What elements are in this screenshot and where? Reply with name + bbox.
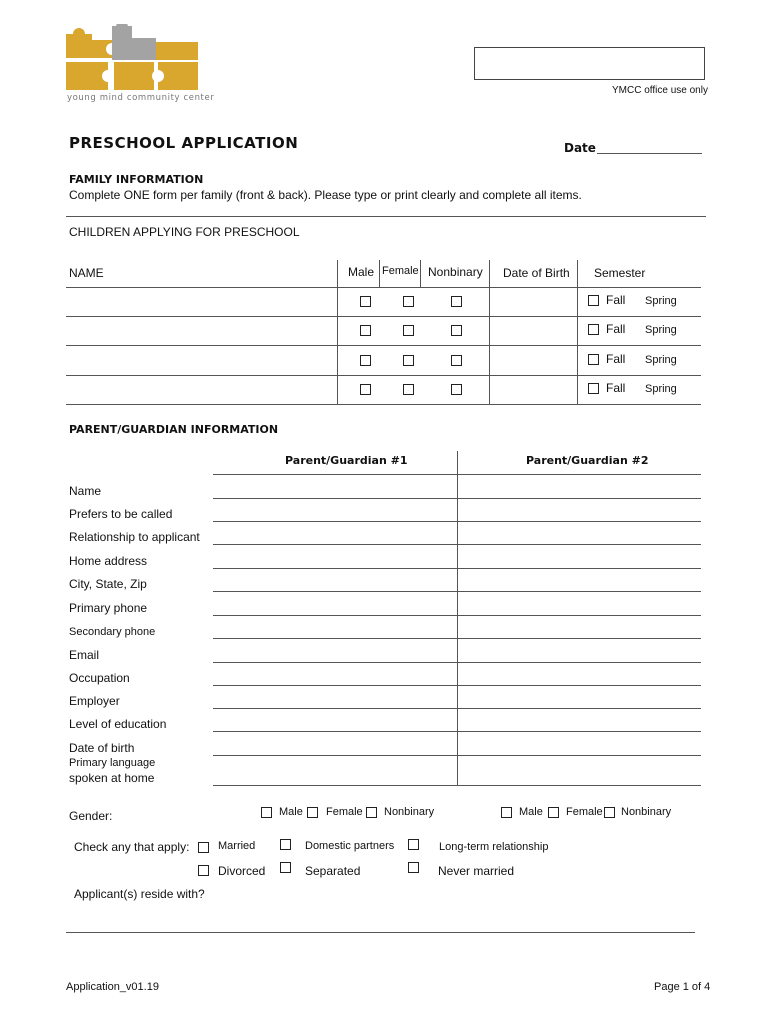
- field-label: Name: [69, 484, 102, 498]
- never-married-label: Never married: [438, 864, 515, 878]
- parent1-field[interactable]: [213, 708, 457, 709]
- page-title: PRESCHOOL APPLICATION: [69, 134, 299, 152]
- parent2-field[interactable]: [457, 731, 701, 732]
- gender-nonbinary-checkbox-p2[interactable]: [604, 807, 615, 818]
- office-use-label: YMCC office use only: [612, 85, 708, 96]
- domestic-partners-label: Domestic partners: [305, 840, 395, 852]
- parent1-field[interactable]: [213, 498, 457, 499]
- gender-female-checkbox-p2[interactable]: [548, 807, 559, 818]
- field-label: Date of birth: [69, 741, 135, 755]
- child-spring-label: Spring: [645, 324, 677, 336]
- parent2-field[interactable]: [457, 685, 701, 686]
- child-female-checkbox[interactable]: [403, 296, 414, 307]
- parent2-field[interactable]: [457, 755, 701, 756]
- divider: [66, 216, 706, 217]
- child-fall-checkbox[interactable]: [588, 295, 599, 306]
- col-dob: Date of Birth: [503, 266, 570, 280]
- field-label: Prefers to be called: [69, 507, 173, 521]
- married-checkbox[interactable]: [198, 842, 209, 853]
- child-name-field[interactable]: [66, 375, 336, 405]
- child-dob-field[interactable]: [490, 375, 576, 405]
- parent1-field[interactable]: [213, 685, 457, 686]
- child-male-checkbox[interactable]: [360, 384, 371, 395]
- child-fall-label: Fall: [606, 293, 626, 307]
- puzzle-logo-icon: [66, 24, 201, 94]
- field-label: Employer: [69, 694, 120, 708]
- language-field-p1[interactable]: [213, 785, 457, 786]
- child-dob-field[interactable]: [490, 287, 576, 317]
- child-nonbinary-checkbox[interactable]: [451, 355, 462, 366]
- row-line: [66, 404, 701, 405]
- parent2-field[interactable]: [457, 662, 701, 663]
- child-female-checkbox[interactable]: [403, 384, 414, 395]
- divorced-label: Divorced: [218, 864, 266, 878]
- separated-checkbox[interactable]: [280, 862, 291, 873]
- child-spring-label: Spring: [645, 295, 677, 307]
- child-nonbinary-checkbox[interactable]: [451, 325, 462, 336]
- parent1-field[interactable]: [213, 638, 457, 639]
- child-spring-label: Spring: [645, 383, 677, 395]
- col-semester: Semester: [594, 266, 646, 280]
- child-fall-checkbox[interactable]: [588, 383, 599, 394]
- col-female: Female: [382, 265, 419, 277]
- long-term-label: Long-term relationship: [439, 841, 549, 853]
- parent-heading: PARENT/GUARDIAN INFORMATION: [69, 423, 279, 436]
- family-instructions: Complete ONE form per family (front & back). Please type or print clearly and complete all items.: [69, 188, 582, 202]
- field-label-language-2: spoken at home: [69, 771, 155, 785]
- gender-female-label-p2: Female: [566, 806, 603, 818]
- parent1-field[interactable]: [213, 591, 457, 592]
- domestic-partners-checkbox[interactable]: [280, 839, 291, 850]
- field-label: Primary phone: [69, 601, 148, 615]
- field-label: Relationship to applicant: [69, 530, 200, 544]
- field-label: Email: [69, 648, 100, 662]
- family-heading: FAMILY INFORMATION: [69, 173, 204, 186]
- gender-nonbinary-label-p2: Nonbinary: [621, 806, 672, 818]
- reside-field[interactable]: [66, 932, 695, 933]
- field-label-language-1: Primary language: [69, 757, 156, 769]
- parent1-field[interactable]: [213, 615, 457, 616]
- table-vline: [420, 260, 421, 287]
- col-male: Male: [348, 265, 375, 279]
- logo-tagline: young mind community center: [67, 93, 215, 103]
- gender-male-checkbox-p1[interactable]: [261, 807, 272, 818]
- child-dob-field[interactable]: [490, 316, 576, 346]
- parent2-header: Parent/Guardian #2: [526, 454, 649, 467]
- language-field-p2[interactable]: [457, 785, 701, 786]
- divorced-checkbox[interactable]: [198, 865, 209, 876]
- child-nonbinary-checkbox[interactable]: [451, 384, 462, 395]
- gender-male-checkbox-p2[interactable]: [501, 807, 512, 818]
- child-male-checkbox[interactable]: [360, 296, 371, 307]
- separated-label: Separated: [305, 864, 361, 878]
- table-vline: [379, 260, 380, 287]
- parent1-field[interactable]: [213, 662, 457, 663]
- date-field[interactable]: [597, 153, 702, 154]
- version-label: Application_v01.19: [66, 981, 159, 993]
- gender-male-label-p2: Male: [519, 806, 543, 818]
- gender-female-checkbox-p1[interactable]: [307, 807, 318, 818]
- never-married-checkbox[interactable]: [408, 862, 419, 873]
- child-fall-label: Fall: [606, 381, 626, 395]
- child-fall-label: Fall: [606, 322, 626, 336]
- child-male-checkbox[interactable]: [360, 355, 371, 366]
- child-female-checkbox[interactable]: [403, 325, 414, 336]
- child-nonbinary-checkbox[interactable]: [451, 296, 462, 307]
- table-vline: [337, 260, 338, 405]
- table-vline: [577, 260, 578, 405]
- parent2-field[interactable]: [457, 638, 701, 639]
- child-name-field[interactable]: [66, 287, 336, 317]
- parent2-field[interactable]: [457, 591, 701, 592]
- column-divider: [457, 451, 458, 785]
- long-term-checkbox[interactable]: [408, 839, 419, 850]
- parent1-field[interactable]: [213, 731, 457, 732]
- page-number: Page 1 of 4: [654, 981, 711, 993]
- gender-nonbinary-checkbox-p1[interactable]: [366, 807, 377, 818]
- parent2-field[interactable]: [457, 568, 701, 569]
- parent2-field[interactable]: [457, 521, 701, 522]
- field-label: Occupation: [69, 671, 130, 685]
- parent2-field[interactable]: [457, 544, 701, 545]
- gender-label: Gender:: [69, 809, 113, 823]
- child-dob-field[interactable]: [490, 346, 576, 376]
- child-spring-label: Spring: [645, 354, 677, 366]
- child-name-field[interactable]: [66, 316, 336, 346]
- field-label: City, State, Zip: [69, 577, 147, 591]
- parent1-field[interactable]: [213, 568, 457, 569]
- office-use-box[interactable]: [474, 47, 705, 80]
- field-label: Home address: [69, 554, 148, 568]
- status-label: Check any that apply:: [74, 840, 190, 854]
- ymcc-logo: [66, 24, 201, 94]
- parent1-field[interactable]: [213, 521, 457, 522]
- parent2-field[interactable]: [457, 498, 701, 499]
- parent1-header: Parent/Guardian #1: [285, 454, 408, 467]
- married-label: Married: [218, 840, 256, 852]
- parent2-field[interactable]: [457, 708, 701, 709]
- gender-nonbinary-label-p1: Nonbinary: [384, 806, 435, 818]
- col-nonbinary: Nonbinary: [428, 265, 483, 279]
- child-female-checkbox[interactable]: [403, 355, 414, 366]
- child-male-checkbox[interactable]: [360, 325, 371, 336]
- child-fall-checkbox[interactable]: [588, 324, 599, 335]
- gender-male-label-p1: Male: [279, 806, 303, 818]
- reside-label: Applicant(s) reside with?: [74, 887, 205, 901]
- child-fall-label: Fall: [606, 352, 626, 366]
- parent1-field[interactable]: [213, 544, 457, 545]
- child-name-field[interactable]: [66, 346, 336, 376]
- field-label: Secondary phone: [69, 626, 156, 638]
- col-name: NAME: [69, 266, 104, 280]
- header-underline: [213, 474, 701, 475]
- gender-female-label-p1: Female: [326, 806, 363, 818]
- children-heading: CHILDREN APPLYING FOR PRESCHOOL: [69, 225, 300, 239]
- child-fall-checkbox[interactable]: [588, 354, 599, 365]
- parent1-field[interactable]: [213, 755, 457, 756]
- field-label: Level of education: [69, 717, 167, 731]
- date-label: Date: [564, 141, 596, 155]
- parent2-field[interactable]: [457, 615, 701, 616]
